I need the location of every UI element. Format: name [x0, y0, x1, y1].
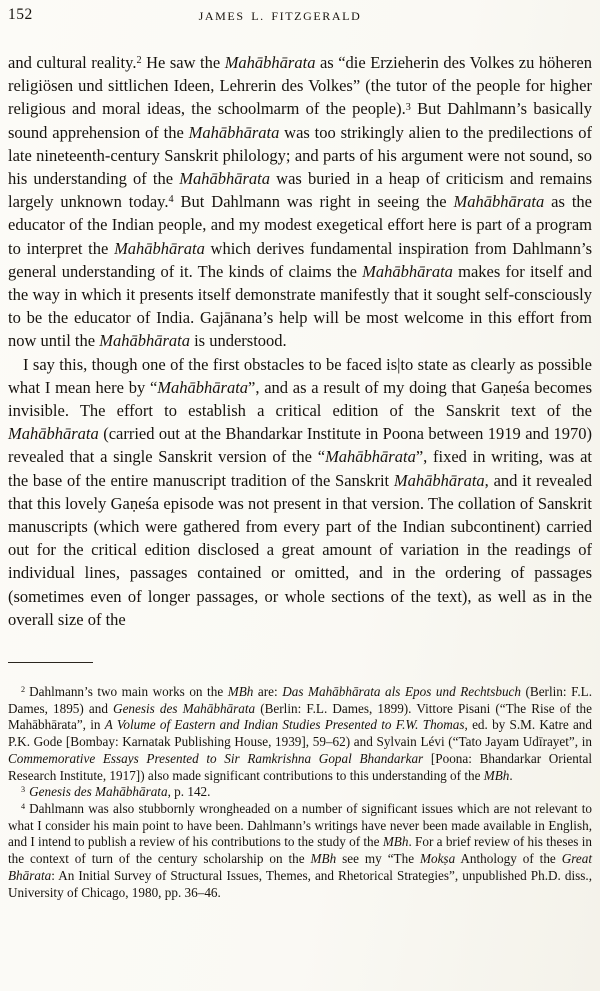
footnote-3-text: Genesis des Mahābhārata, p. 142. [29, 784, 211, 800]
footnote-4 [8, 801, 592, 901]
running-head-author: JAMES L. FITZGERALD [198, 9, 362, 23]
footnote-3 [8, 784, 592, 801]
footnote-4-text: Dahlmann was also stubbornly wrongheaded on a number of significant issues which are not relevant to what I consider his main point to have been. Dahlmann’s writings have never been made available in English, and I intend to publish a review of his contributions to the study of the MBh. For a brief review of his theses in the context of turn of the century scholarship on the MBh see my “The Mokṣa Anthology of the Great Bhārata: An Initial Survey of Structural Issues, Themes, and Rhetorical Strategies”, unpublished Ph.D. diss., University of Chicago, 1980, pp. 36–46. [8, 801, 592, 900]
footnote-4-marker: 4 [21, 802, 26, 812]
footnote-3-marker: 3 [21, 785, 26, 795]
footnote-2-text: Dahlmann’s two main works on the MBh are: Das Mahābhārata als Epos und Rechtsbuch (Berlin: F.L. Dames, 1895) and Genesis des Mahābhārata (Berlin: F.L. Dames, 1899). Vittore Pisani (“The Rise of the Mahābhārata”, in A Volume of Eastern and Indian Studies Presented to F.W. Thomas, ed. by S.M. Katre and P.K. Gode [Bombay: Karnatak Publishing House, 1939], 59–62) and Sylvain Lévi (“Tato Jayam Udīrayet”, in Commemorative Essays Presented to Sir Ramkrishna Gopal Bhandarkar [Poona: Bhandarkar Oriental Research Institute, 1917]) also made significant contributions to this understanding of the MBh. [8, 684, 592, 783]
paragraph-2: I say this, though one of the first obstacles to be faced is|to state as clearly as possible what I mean here by “Mahābhārata”, and as a result of my doing that Gaṇeśa becomes invisible. The effort to establish a critical edition of the Sanskrit text of the Mahābhārata (carried out at the Bhandarkar Institute in Poona between 1919 and 1970) revealed that a single Sanskrit version of the “Mahābhārata”, fixed in writing, was at the base of the entire manuscript tradition of the Sanskrit Mahābhārata, and it revealed that this lovely Gaṇeśa episode was not present in that version. The collation of Sanskrit manuscripts (which were gathered from every part of the Indian subcontinent) carried out for the critical edition disclosed a great amount of variation in the readings of individual lines, passages contained or omitted, and in the ordering of passages (sometimes even of longer passages, or whole sections of the text), as well as in the overall size of the [8, 354, 592, 629]
page-number: 152 [8, 6, 33, 23]
paragraph-1: and cultural reality.$^2$ He saw the Mahābhārata as “die Erzieherin des Volkes zu höheren religiösen und sittlichen Ideen, Lehrerin des Volkes” (the tutor of the people for higher religious and moral ideas, the schoolmarm of the people).$^3$ But Dahlmann’s basically sound apprehension of the Mahābhārata was too strikingly alien to the predilections of late nineteenth-century Sanskrit philology; and parts of his argument were not sound, so his understanding of the Mahābhārata was buried in a heap of criticism and remains largely unknown today.$^4$ But Dahlmann was right in seeing the Mahābhārata as the educator of the Indian people, and my modest exegetical effort here is part of a program to interpret the Mahābhārata which derives fundamental inspiration from Dahlmann’s general understanding of it. The kinds of claims the Mahābhārata makes for itself and the way in which it presents itself demonstrate manifestly that it sought self-consciously to be the educator of India. Gajānana’s help will be most welcome in this effort from now until the Mahābhārata is understood. [8, 53, 593, 351]
footnotes-section [8, 684, 592, 901]
footnote-separator-rule [8, 662, 93, 663]
footnote-2-marker: 2 [21, 685, 26, 695]
page-header [8, 6, 592, 28]
footnote-2 [8, 684, 592, 784]
body-text [8, 51, 592, 631]
